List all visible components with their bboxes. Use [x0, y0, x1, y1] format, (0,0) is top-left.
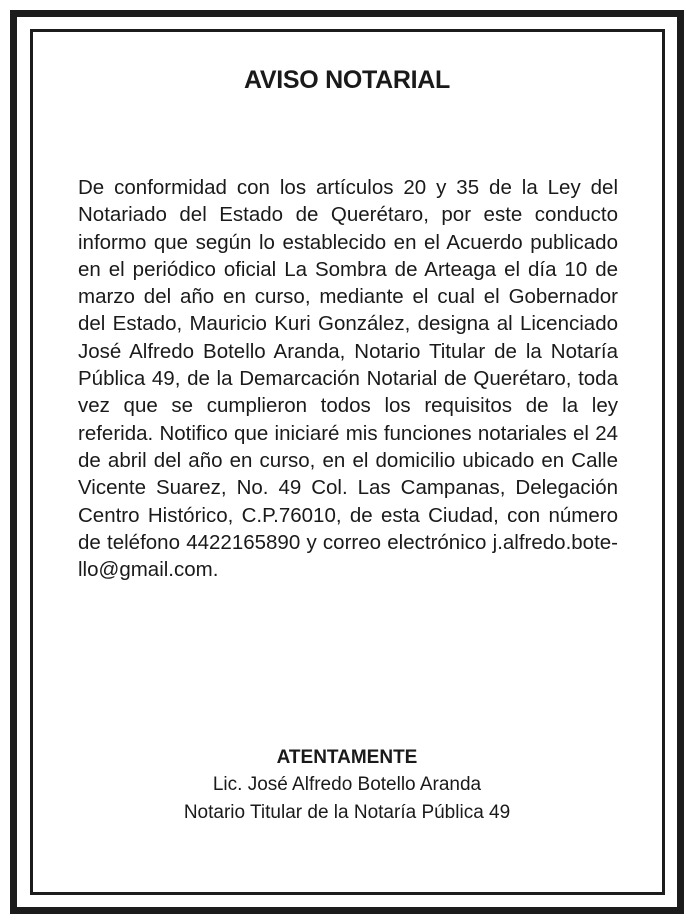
signature-block [0, 744, 694, 827]
signature-name: Lic. José Alfredo Botello Aranda [212, 774, 482, 795]
signature-closing: ATENTAMENTE [276, 747, 418, 768]
signature-position: Notario Titular de la Notaría Pública 49 [183, 802, 511, 823]
notice-title: AVISO NOTARIAL [244, 66, 450, 94]
notice-body: De conformidad con los artículos 20 y 35 de la Ley del Notariado del Estado de Querétaro, por este conducto informo que según lo establecido en el Acuerdo publicado en el periódico oficial La Sombra de Arteaga el día 10 de marzo del año en curso, mediante el cual el Gobernador del Estado, Mauricio Kuri González, designa al Licenciado José Alfredo Botello Aranda, Notario Titular de la Notaría Pública 49, de la Demarcación Notarial de Querétaro, toda vez que se cumplieron todos los requisitos de la ley referida. Notifico que iniciaré mis funciones notariales el 24 de abril del año en curso, en el domicilio ubicado en Calle Vicente Suarez, No. 49 Col. Las Campanas, Delegación Centro Histórico, C.P.76010, de esta Ciudad, con número de teléfono 4422165890 y correo electrónico j.alfredo.botello@gmail.com. [78, 176, 618, 582]
